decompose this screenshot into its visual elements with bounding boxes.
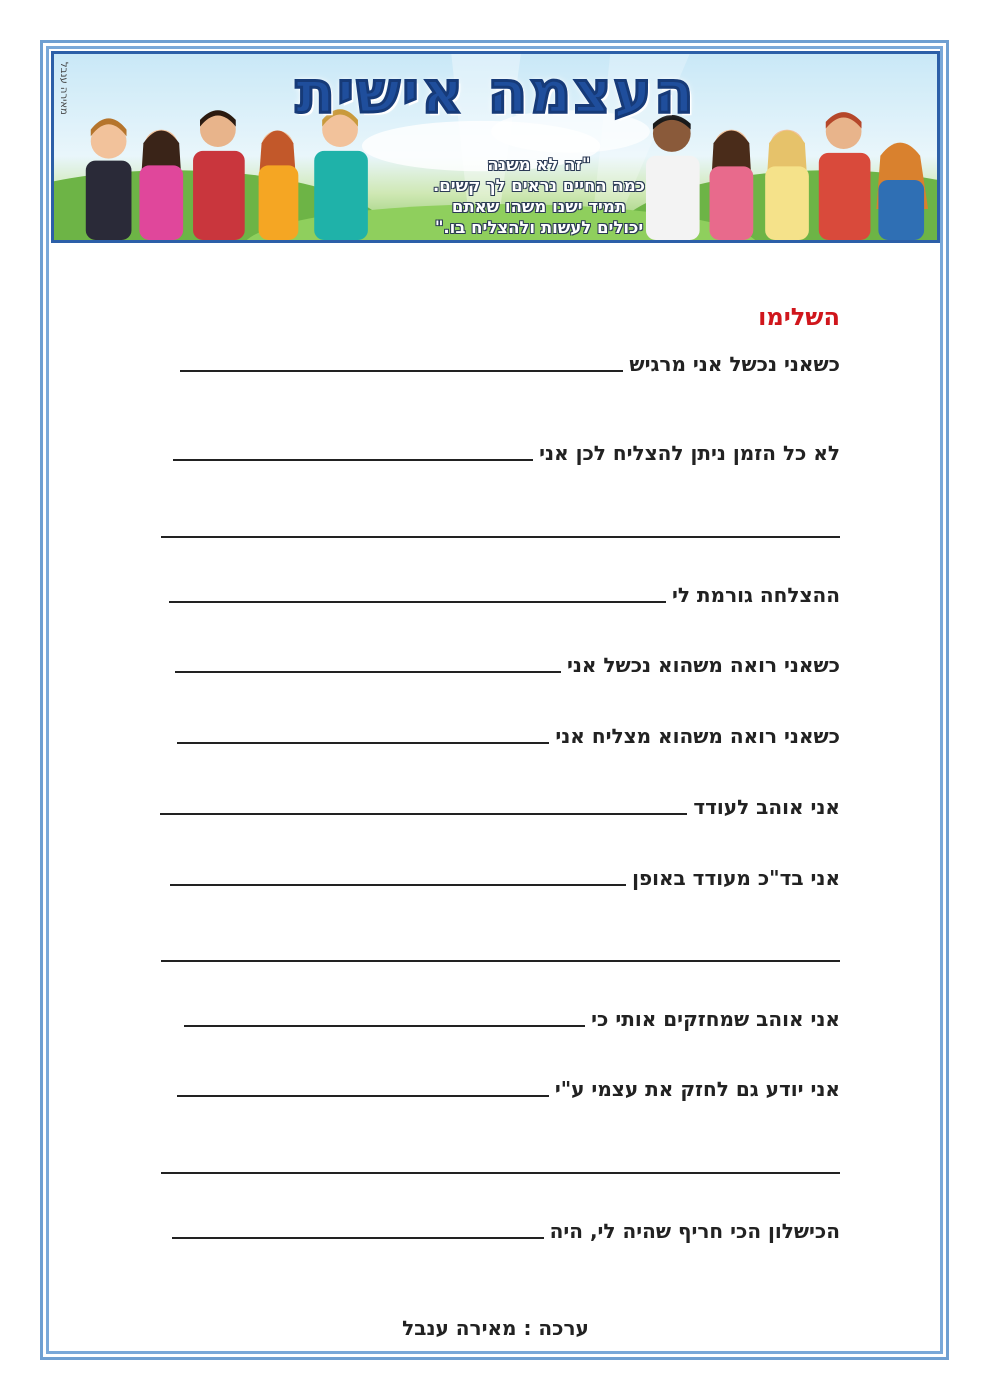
banner-quote-line: תמיד ישנו משהו שאתם [451,197,627,216]
answer-blank[interactable] [184,1024,585,1027]
answer-blank[interactable] [170,883,626,886]
answer-blank[interactable] [177,741,549,744]
banner-quote [374,154,704,238]
prompt-row[interactable] [169,583,840,607]
answer-blank[interactable] [173,458,533,461]
answer-blank[interactable] [172,1236,544,1239]
worksheet-heading: השלימו [758,303,840,331]
footer-credit: ערכה : מאירה ענבל [402,1316,589,1340]
answer-blank[interactable] [175,670,561,673]
prompt-text: כשאני נכשל אני מרגיש [629,352,840,376]
banner-quote-line: כמה החיים נראים לך קשים. [432,176,646,195]
answer-blank[interactable] [177,1094,549,1097]
prompt-row[interactable] [170,866,840,890]
prompt-text: הכישלון הכי חריף שהיה לי, היה [549,1219,840,1243]
prompt-text: אני אוהב שמחזקים אותי כי [591,1007,840,1031]
prompt-row[interactable] [180,352,840,376]
banner-quote-line: יכולים לעשות ולהצליח בו." [434,218,644,237]
prompt-row[interactable] [172,1219,840,1243]
prompt-text: כשאני רואה משהוא נכשל אני [566,653,840,677]
prompt-row[interactable] [177,1077,840,1101]
answer-blank[interactable] [160,812,687,815]
prompt-row[interactable] [184,1007,840,1031]
prompt-row[interactable] [160,795,840,819]
answer-line[interactable] [161,1172,840,1174]
prompt-row[interactable] [175,653,840,677]
prompt-text: אני בד"כ מעודד באופן [632,866,840,890]
prompt-text: ההצלחה גורמת לי [671,583,840,607]
answer-line[interactable] [161,960,840,962]
people-group-left [86,109,368,240]
prompt-row[interactable] [177,724,840,748]
prompt-text: לא כל הזמן ניתן להצליח לכן אני [539,441,840,465]
prompt-text: כשאני רואה משהוא מצליח אני [555,724,840,748]
banner-title: העצמה אישית [295,58,696,126]
answer-blank[interactable] [169,600,666,603]
prompt-text: אני יודע גם לחזק את עצמי ע"י [554,1077,840,1101]
prompt-row[interactable] [173,441,840,465]
banner-quote-line: "זה לא משנה [487,155,591,174]
prompt-text: אני אוהב לעודד [693,795,840,819]
banner-signature: מאירה ענבל [58,62,69,115]
answer-line[interactable] [161,536,840,538]
header-banner [51,51,940,243]
answer-blank[interactable] [180,369,623,372]
